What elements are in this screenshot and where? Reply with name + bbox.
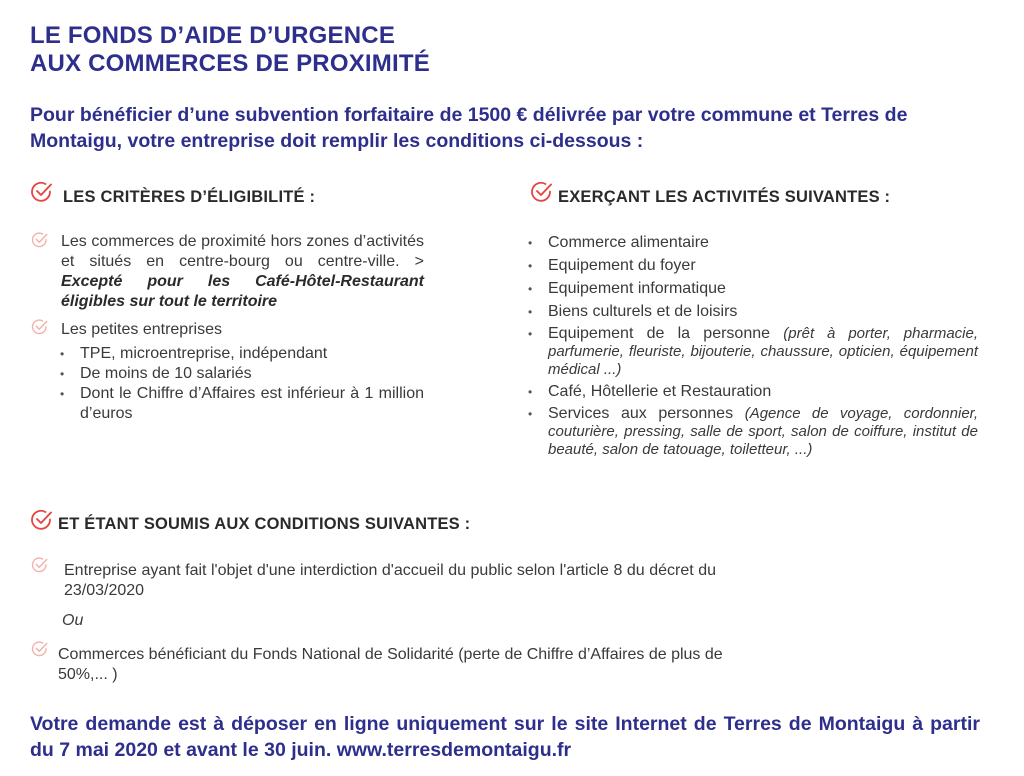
check-icon [31, 556, 49, 574]
condition-or-label: Ou [62, 612, 84, 629]
condition-item-closure: Entreprise ayant fait l'objet d'une interdiction d'accueil du public selon l'article 8 du décret du 23/03/2020 [64, 562, 716, 599]
activity-detail: (Agence de voyage, cordonnier, couturière, pressing, salle de sport, salon de coiffure, institut de beauté, salon de tatouage, toiletteur, ...) [548, 405, 978, 458]
intro-paragraph: Pour bénéficier d’une subvention forfaitaire de 1500 € délivrée par votre commune et Terres de Montaigu, votre entreprise doit remplir les conditions ci-dessous : [30, 104, 908, 152]
condition-item-solidarity-fund: Commerces bénéficiant du Fonds National de Solidarité (perte de Chiffre d’Affaires de plus de 50%,... ) [58, 646, 723, 683]
list-item [520, 233, 978, 253]
list-item: • Dont le Chiffre d’Affaires est inférieur à 1 million d’euros [52, 384, 424, 424]
small-business-criteria-list [52, 344, 424, 424]
activity-label: Equipement de la personne [548, 325, 771, 342]
list-item: • TPE, microentreprise, indépendant [52, 344, 424, 364]
title-line-2: AUX COMMERCES DE PROXIMITÉ [30, 50, 430, 77]
eligibility-item-location-exception: Excepté pour les Café-Hôtel-Restaurant éligibles sur tout le territoire [61, 273, 424, 310]
activity-label: Equipement informatique [548, 280, 726, 297]
eligibility-item-small-business: Les petites entreprises [61, 321, 222, 338]
eligibility-item-location-text: Les commerces de proximité hors zones d’activités et situés en centre-bourg ou centre-ville. > [61, 233, 424, 270]
check-icon [31, 640, 49, 658]
check-icon [30, 180, 54, 204]
page-title [30, 22, 430, 78]
list-item [520, 405, 978, 459]
activity-label: Biens culturels et de loisirs [548, 303, 738, 320]
list-item: • De moins de 10 salariés [52, 364, 424, 384]
title-line-1: LE FONDS D’AIDE D’URGENCE [30, 22, 396, 49]
activity-detail: (prêt à porter, pharmacie, parfumerie, fleuriste, bijouterie, chaussure, opticien, équipement médical ...) [548, 325, 979, 378]
eligibility-heading: LES CRITÈRES D’ÉLIGIBILITÉ : [63, 188, 316, 206]
activity-label: Equipement du foyer [548, 257, 696, 274]
check-icon [31, 318, 49, 336]
list-item [520, 302, 978, 322]
activity-label: Commerce alimentaire [548, 234, 709, 251]
list-item [520, 256, 978, 276]
check-icon [30, 508, 54, 532]
list-item [520, 279, 978, 299]
activity-label: Services aux personnes [548, 405, 734, 422]
check-icon [31, 231, 49, 249]
activities-list [520, 233, 978, 459]
list-item [520, 325, 978, 379]
list-item [520, 382, 978, 402]
check-icon [530, 180, 554, 204]
footer-instructions: Votre demande est à déposer en ligne uniquement sur le site Internet de Terres de Montaigu à partir du 7 mai 2020 et avant le 30 juin. www.terresdemontaigu.fr [30, 713, 980, 761]
activity-label: Café, Hôtellerie et Restauration [548, 383, 772, 400]
eligibility-item-location [61, 232, 424, 312]
conditions-heading: ET ÉTANT SOUMIS AUX CONDITIONS SUIVANTES : [58, 515, 471, 533]
activities-heading: EXERÇANT LES ACTIVITÉS SUIVANTES : [558, 188, 891, 206]
